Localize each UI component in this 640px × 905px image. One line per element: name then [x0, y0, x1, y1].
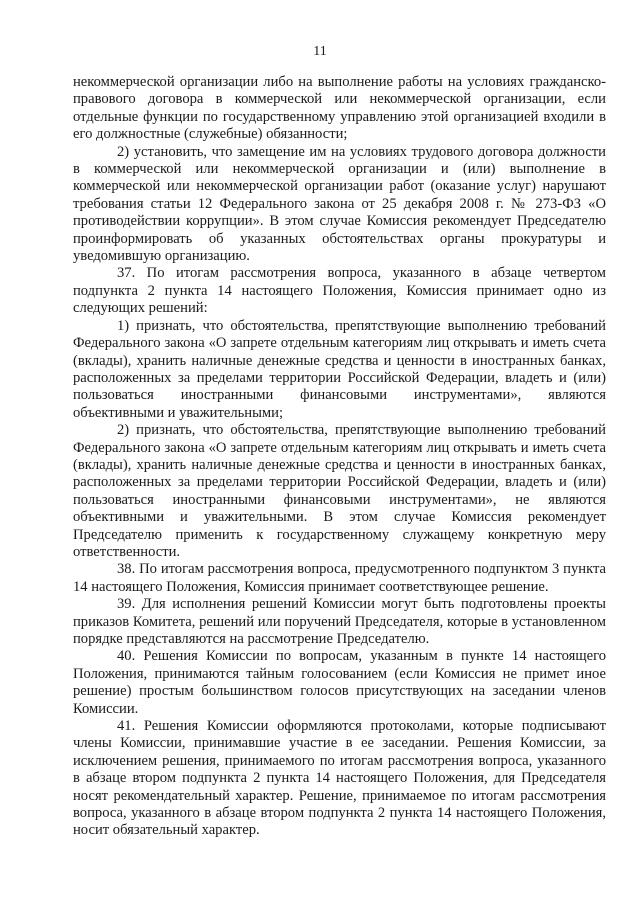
paragraph-40: 40. Решения Комиссии по вопросам, указанным в пункте 14 настоящего Положения, принимаются тайным голосованием (если Комиссия не примет иное решение) простым большинством голосов присутствующих на заседании членов Комиссии. — [73, 648, 606, 717]
document-body — [73, 74, 606, 840]
paragraph-37: 37. По итогам рассмотрения вопроса, указанного в абзаце четвертом подпункта 2 пункта 14 настоящего Положения, Комиссия принимает одно из следующих решений: — [73, 265, 606, 317]
paragraph-37-item-2: 2) признать, что обстоятельства, препятствующие выполнению требований Федерального закона «О запрете отдельным категориям лиц открывать и иметь счета (вклады), хранить наличные денежные средства и ценности в иностранных банках, расположенных за пределами территории Российской Федерации, владеть и (или) пользоваться иностранными финансовыми инструментами», не являются объективными и уважительными. В этом случае Комиссия рекомендует Председателю применить к государственному служащему конкретную меру ответственности. — [73, 422, 606, 560]
paragraph-continuation: некоммерческой организации либо на выполнение работы на условиях гражданско-правового договора в коммерческой или некоммерческой организации, если отдельные функции по государственному управлению этой организацией входили в его должностные (служебные) обязанности; — [73, 74, 606, 143]
paragraph-38: 38. По итогам рассмотрения вопроса, предусмотренного подпунктом 3 пункта 14 настоящего Положения, Комиссия принимает соответствующее решение. — [73, 561, 606, 595]
paragraph-41: 41. Решения Комиссии оформляются протоколами, которые подписывают члены Комиссии, принимавшие участие в ее заседании. Решения Комиссии, за исключением решения, принимаемого по итогам рассмотрения вопроса, указанного в абзаце втором подпункта 2 пункта 14 настоящего Положения, для Председателя носят рекомендательный характер. Решение, принимаемое по итогам рассмотрения вопроса, указанного в абзаце втором подпункта 2 пункта 14 настоящего Положения, носит обязательный характер. — [73, 718, 606, 839]
page-number: 11 — [313, 44, 327, 59]
paragraph-37-item-1: 1) признать, что обстоятельства, препятствующие выполнению требований Федерального закона «О запрете отдельным категориям лиц открывать и иметь счета (вклады), хранить наличные денежные средства и ценности в иностранных банках, расположенных за пределами территории Российской Федерации, владеть и (или) пользоваться иностранными финансовыми инструментами», являются объективными и уважительными; — [73, 317, 606, 421]
paragraph-36-item-2: 2) установить, что замещение им на условиях трудового договора должности в коммерческой или некоммерческой организации и (или) выполнение в коммерческой или некоммерческой организации работ (оказание услуг) нарушают требования статьи 12 Федерального закона от 25 декабря 2008 г. № 273-ФЗ «О противодействии коррупции». В этом случае Комиссия рекомендует Председателю проинформировать об указанных обстоятельствах органы прокуратуры и уведомившую организацию. — [73, 143, 606, 265]
paragraph-39: 39. Для исполнения решений Комиссии могут быть подготовлены проекты приказов Комитета, решений или поручений Председателя, которые в установленном порядке представляются на рассмотрение Председателю. — [73, 596, 606, 647]
